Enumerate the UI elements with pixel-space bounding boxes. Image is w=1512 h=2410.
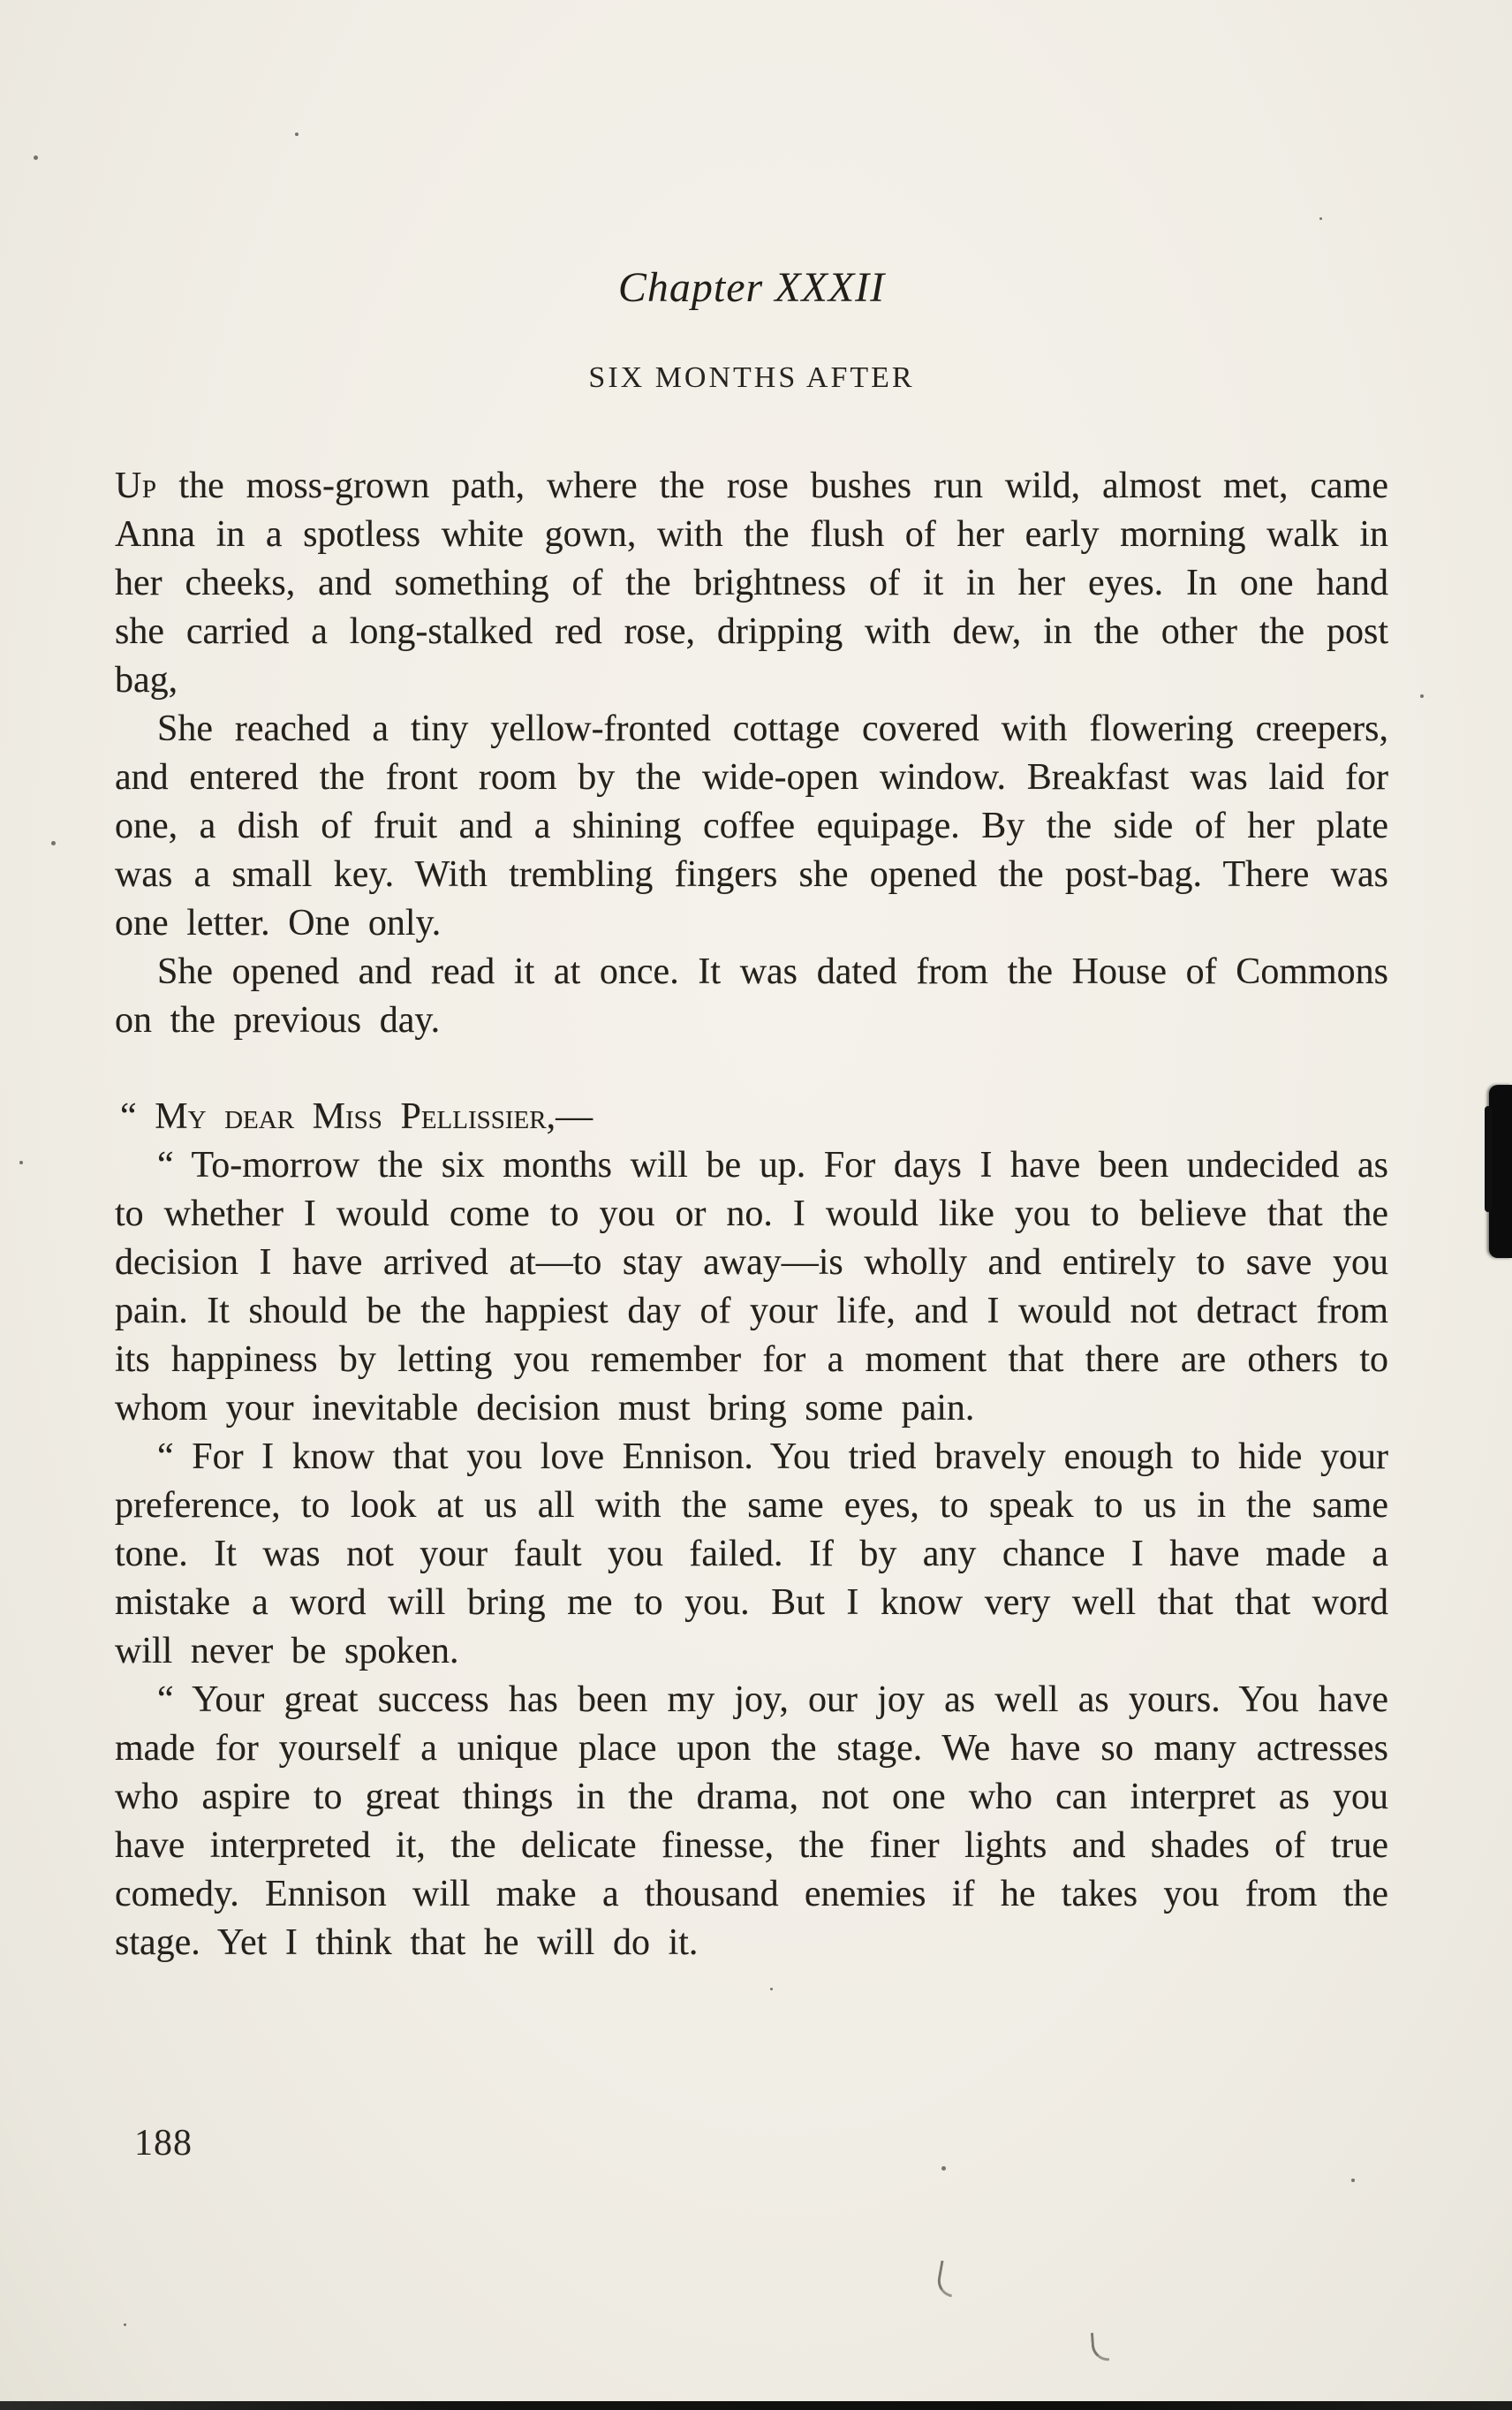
scan-speck	[19, 1161, 23, 1164]
open-quote: “	[120, 1096, 137, 1137]
scan-speck	[295, 133, 299, 136]
letter-salutation-text: My dear Miss Pellissier,—	[155, 1096, 593, 1137]
scan-speck	[770, 1988, 773, 1990]
opening-paragraph	[115, 462, 1388, 705]
text-block	[115, 263, 1388, 1967]
paragraph: She reached a tiny yellow-fronted cottage covered with flowering creepers, and entered the front room by the wide-open window. Breakfast was laid for one, a dish of fruit and a shining coffee equipage. By the side of her plate was a small key. With trembling fingers she opened the post-bag. There was one letter. One only.	[115, 709, 1388, 944]
pen-mark	[1091, 2331, 1109, 2361]
scan-speck	[34, 155, 38, 160]
opening-paragraph-text: the moss-grown path, where the rose bushes run wild, almost met, came Anna in a spotless white gown, with the flush of her early morning walk in her cheeks, and something of the brightness of it in her eyes. In one hand she carried a long-stalked red rose, dripping with dew, in the other the post bag,	[115, 466, 1388, 701]
scan-speck	[1351, 2179, 1355, 2182]
letter-paragraph: “ To-morrow the six months will be up. For days I have been undecided as to whether I would come to you or no. I would like you to believe that the decision I have arrived at—to stay away—is wholly and entirely to save you pain. It should be the happiest day of your life, and I would not detract from its happiness by letting you remember for a moment that there are others to whom your inevitable decision must bring some pain.	[115, 1145, 1388, 1429]
scan-bottom-edge	[0, 2401, 1512, 2410]
ink-blot	[1489, 1085, 1512, 1258]
scan-speck	[1420, 694, 1424, 698]
paragraph: She opened and read it at once. It was dated from the House of Commons on the previous day.	[115, 951, 1388, 1041]
letter-paragraph: “ For I know that you love Ennison. You tried bravely enough to hide your preference, to look at us all with the same eyes, to speak to us in the same tone. It was not your fault you failed. If by any chance I have made a mistake a word will bring me to you. But I know very well that that word will never be spoken.	[115, 1436, 1388, 1671]
scan-speck	[941, 2166, 946, 2171]
lead-word: Up	[115, 466, 157, 506]
scan-speck	[124, 2323, 126, 2326]
letter-paragraph: “ Your great success has been my joy, our joy as well as yours. You have made for yourself a unique place upon the stage. We have so many actresses who aspire to great things in the drama, not one who can interpret as you have interpreted it, the delicate finesse, the finer lights and shades of true comedy. Ennison will make a thousand enemies if he takes you from the stage. Yet I think that he will do it.	[115, 1679, 1388, 1963]
pen-mark	[935, 2261, 957, 2298]
section-heading: SIX MONTHS AFTER	[588, 361, 915, 394]
letter-salutation	[115, 1093, 1388, 1141]
scan-speck	[51, 841, 56, 845]
chapter-title: Chapter XXXII	[617, 264, 886, 311]
page-number: 188	[134, 2123, 193, 2164]
scan-speck	[1319, 217, 1322, 220]
